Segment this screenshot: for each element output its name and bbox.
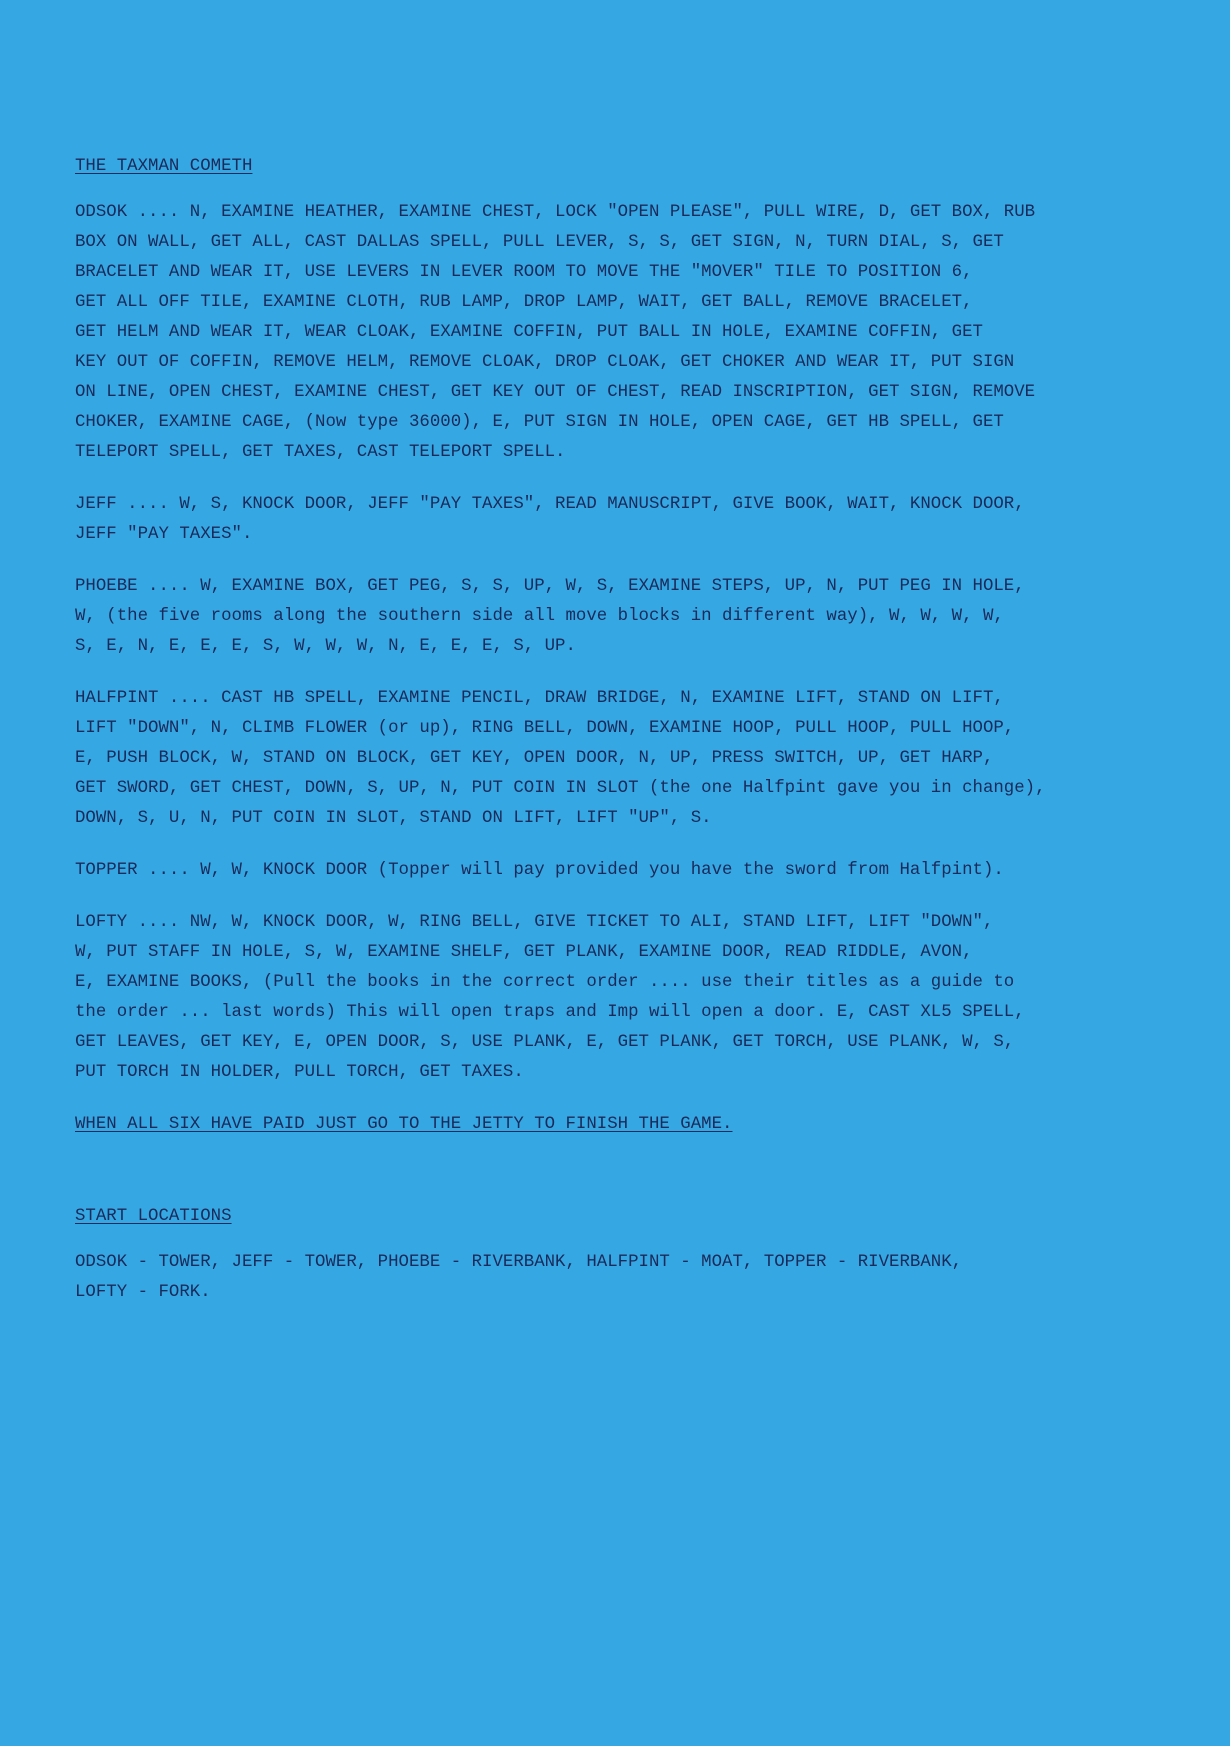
text-line: JEFF "PAY TAXES".	[75, 525, 253, 544]
text-line: PHOEBE .... W, EXAMINE BOX, GET PEG, S, S, UP, W, S, EXAMINE STEPS, UP, N, PUT PEG IN HOLE,	[75, 577, 1025, 596]
text-line: E, EXAMINE BOOKS, (Pull the books in the correct order .... use their titles as a guide to	[75, 973, 1015, 992]
text-line: BRACELET AND WEAR IT, USE LEVERS IN LEVER ROOM TO MOVE THE "MOVER" TILE TO POSITION 6,	[75, 263, 973, 282]
document-content	[75, 152, 1210, 1308]
text-line: TOPPER .... W, W, KNOCK DOOR (Topper will pay provided you have the sword from Halfpint).	[75, 861, 1004, 880]
text-line: PUT TORCH IN HOLDER, PULL TORCH, GET TAXES.	[75, 1063, 524, 1082]
page-title: THE TAXMAN COMETH	[75, 157, 253, 176]
text-line: LOFTY .... NW, W, KNOCK DOOR, W, RING BELL, GIVE TICKET TO ALI, STAND LIFT, LIFT "DOWN",	[75, 913, 994, 932]
text-line: KEY OUT OF COFFIN, REMOVE HELM, REMOVE CLOAK, DROP CLOAK, GET CHOKER AND WEAR IT, PUT SIGN	[75, 353, 1015, 372]
text-line: GET HELM AND WEAR IT, WEAR CLOAK, EXAMINE COFFIN, PUT BALL IN HOLE, EXAMINE COFFIN, GET	[75, 323, 983, 342]
text-line: HALFPINT .... CAST HB SPELL, EXAMINE PENCIL, DRAW BRIDGE, N, EXAMINE LIFT, STAND ON LIFT,	[75, 689, 1004, 708]
finish-note: WHEN ALL SIX HAVE PAID JUST GO TO THE JETTY TO FINISH THE GAME.	[75, 1115, 733, 1134]
text-line: TELEPORT SPELL, GET TAXES, CAST TELEPORT SPELL.	[75, 443, 566, 462]
start-locations-heading: START LOCATIONS	[75, 1207, 232, 1226]
paragraph-topper	[75, 856, 1210, 886]
text-line: BOX ON WALL, GET ALL, CAST DALLAS SPELL, PULL LEVER, S, S, GET SIGN, N, TURN DIAL, S, GET	[75, 233, 1004, 252]
paragraph-start-locations	[75, 1248, 1210, 1308]
text-line: GET ALL OFF TILE, EXAMINE CLOTH, RUB LAMP, DROP LAMP, WAIT, GET BALL, REMOVE BRACELET,	[75, 293, 973, 312]
text-line: E, PUSH BLOCK, W, STAND ON BLOCK, GET KEY, OPEN DOOR, N, UP, PRESS SWITCH, UP, GET HARP,	[75, 749, 994, 768]
text-line: JEFF .... W, S, KNOCK DOOR, JEFF "PAY TAXES", READ MANUSCRIPT, GIVE BOOK, WAIT, KNOCK DOOR,	[75, 495, 1025, 514]
paragraph-halfpint	[75, 684, 1210, 834]
text-line: GET SWORD, GET CHEST, DOWN, S, UP, N, PUT COIN IN SLOT (the one Halfpint gave you in change),	[75, 779, 1046, 798]
text-line: GET LEAVES, GET KEY, E, OPEN DOOR, S, USE PLANK, E, GET PLANK, GET TORCH, USE PLANK, W, S,	[75, 1033, 1015, 1052]
paragraph-phoebe	[75, 572, 1210, 662]
paragraph-odsok	[75, 198, 1210, 468]
text-line: ODSOK .... N, EXAMINE HEATHER, EXAMINE CHEST, LOCK "OPEN PLEASE", PULL WIRE, D, GET BOX, RUB	[75, 203, 1036, 222]
text-line: DOWN, S, U, N, PUT COIN IN SLOT, STAND ON LIFT, LIFT "UP", S.	[75, 809, 712, 828]
text-line: ODSOK - TOWER, JEFF - TOWER, PHOEBE - RIVERBANK, HALFPINT - MOAT, TOPPER - RIVERBANK,	[75, 1253, 963, 1272]
text-line: W, PUT STAFF IN HOLE, S, W, EXAMINE SHELF, GET PLANK, EXAMINE DOOR, READ RIDDLE, AVON,	[75, 943, 973, 962]
paragraph-lofty	[75, 908, 1210, 1088]
text-line: LOFTY - FORK.	[75, 1283, 211, 1302]
text-line: S, E, N, E, E, E, S, W, W, W, N, E, E, E, S, UP.	[75, 637, 576, 656]
text-line: W, (the five rooms along the southern side all move blocks in different way), W, W, W, W,	[75, 607, 1004, 626]
text-line: ON LINE, OPEN CHEST, EXAMINE CHEST, GET KEY OUT OF CHEST, READ INSCRIPTION, GET SIGN, REMOVE	[75, 383, 1036, 402]
text-line: LIFT "DOWN", N, CLIMB FLOWER (or up), RING BELL, DOWN, EXAMINE HOOP, PULL HOOP, PULL HOOP,	[75, 719, 1015, 738]
text-line: the order ... last words) This will open traps and Imp will open a door. E, CAST XL5 SPELL,	[75, 1003, 1025, 1022]
text-line: CHOKER, EXAMINE CAGE, (Now type 36000), E, PUT SIGN IN HOLE, OPEN CAGE, GET HB SPELL, GET	[75, 413, 1004, 432]
paragraph-jeff	[75, 490, 1210, 550]
